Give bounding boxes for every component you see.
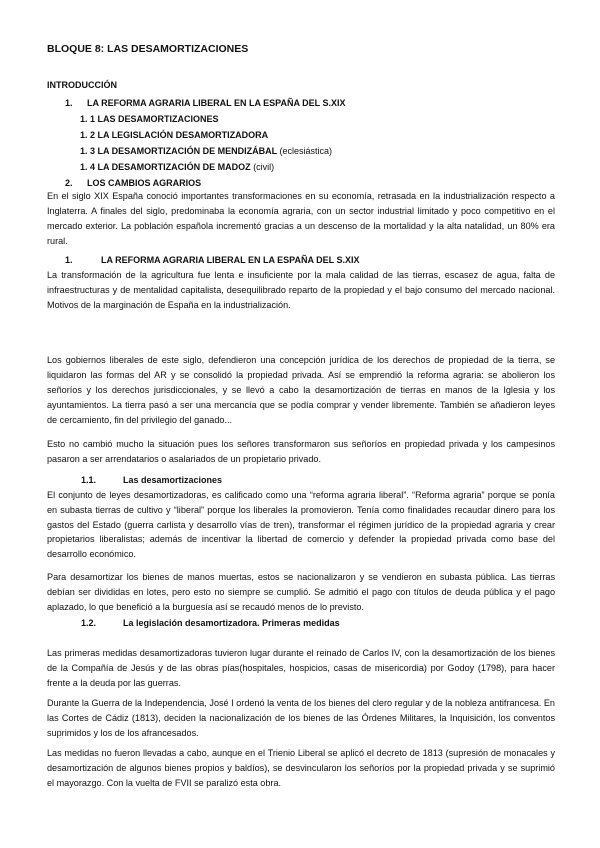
toc-subitem-suffix: (eclesiástica) [279, 146, 333, 156]
section-number: 1.2. [81, 618, 97, 628]
toc-subitem-suffix: (civil) [253, 162, 275, 172]
section-1-1-paragraph-2: Para desamortizar los bienes de manos muertas, estos se nacionalizaron y se vendieron en subasta pública. Las tierras debían ser divididas en lotes, pero esto no siempre se cumplió. Se admitió el pago con títulos de deuda pública y el pago aplazado, lo que benefició a la burguesía así se recaudó menos de lo previsto. [47, 572, 555, 612]
toc-subitem-label: 1. 2 LA LEGISLACIÓN DESAMORTIZADORA [80, 130, 269, 140]
section-1-heading [47, 255, 360, 265]
section-1-2-heading [47, 618, 340, 628]
toc-subitem-label: 1. 3 LA DESAMORTIZACIÓN DE MENDIZÁBAL [80, 146, 278, 156]
intro-label: INTRODUCCIÓN [47, 80, 117, 90]
table-of-contents [47, 95, 346, 191]
section-1-paragraph-3: Esto no cambió mucho la situación pues los señores transformaron sus señoríos en propiedad privada y los campesinos pasaron a ser arrendatarios o asalariados de un propietario privado. [47, 439, 555, 464]
section-1-1-paragraph-1: El conjunto de leyes desamortizadoras, es calificado como una “reforma agraria liberal”. “Reforma agraria” porque se ponía en subasta tierras de cultivo y “liberal” porque los liberales la promovieron. Tenía como finalidades recaudar dinero para los gastos del Estado (guerra carlista y desarrollo vías de tren), transformar el régimen jurídico de la propiedad agraria y crear propietarios liberalistas; además de incentivar la libertad de comercio y defender la propiedad privada como base del desarrollo económico. [47, 490, 555, 560]
toc-subitem-1-4 [47, 159, 346, 175]
toc-item-number: 2. [65, 178, 73, 188]
toc-subitem-1-1 [47, 111, 346, 127]
section-1-1-heading [47, 475, 222, 485]
section-1-2-paragraph-2: Durante la Guerra de la Independencia, José I ordenó la venta de los bienes del clero regular y de la nobleza antifrancesa. En las Cortes de Cádiz (1813), deciden la nacionalización de los bienes de las Órdenes Militares, la Inquisición, los conventos suprimidos y los de los afrancesados. [47, 698, 555, 738]
intro-paragraph: En el siglo XIX España conoció importantes transformaciones en su economía, retrasada en la industrialización respecto a Inglaterra. A finales del siglo, predominaba la economía agraria, con un sector industrial limitado y poco competitivo en el mercado exterior. La población española incrementó gracias a un descenso de la mortalidad y la alta natalidad, un 80% era rural. [47, 191, 555, 246]
toc-subitem-1-3 [47, 143, 346, 159]
section-1-2-paragraph-1: Las primeras medidas desamortizadoras tuvieron lugar durante el reinado de Carlos IV, con la desamortización de los bienes de la Compañía de Jesús y de las obras pías(hospitales, hospicios, casas de misericordia) por Godoy (1798), para hacer frente a la deuda por las guerras. [47, 648, 555, 688]
section-number: 1.1. [81, 475, 97, 485]
section-1-paragraph-1: La transformación de la agricultura fue lenta e insuficiente por la mala calidad de las tierras, escasez de agua, falta de infraestructuras y de mentalidad capitalista, desequilibrado reparto de la propiedad y el bajo consumo del mercado nacional. Motivos de la marginación de España en la industrialización. [47, 270, 555, 310]
toc-item-label: LOS CAMBIOS AGRARIOS [87, 178, 202, 188]
section-title: La legislación desamortizadora. Primeras medidas [123, 618, 340, 628]
section-title: Las desamortizaciones [123, 475, 223, 485]
toc-subitem-label: 1. 4 LA DESAMORTIZACIÓN DE MADOZ [80, 162, 251, 172]
section-1-paragraph-2: Los gobiernos liberales de este siglo, defendieron una concepción jurídica de los derechos de propiedad de la tierra, se liquidaron las formas del AR y se consolidó la propiedad privada. Así se emprendió la reforma agraria: se abolieron los señoríos y los derechos jurisdiccionales, y se llevó a cabo la desamortización de tierras en manos de la Iglesia y los ayuntamientos. La tierra pasó a ser una mercancía que se podía comprar y vender libremente. También se añadieron leyes de cercamiento, fin del privilegio del ganado... [47, 355, 555, 425]
document-title: BLOQUE 8: LAS DESAMORTIZACIONES [47, 43, 249, 55]
section-number: 1. [65, 255, 73, 265]
toc-subitem-label: 1. 1 LAS DESAMORTIZACIONES [80, 114, 219, 124]
toc-item-1 [47, 95, 346, 111]
toc-item-label: LA REFORMA AGRARIA LIBERAL EN LA ESPAÑA DEL S.XIX [87, 98, 346, 108]
section-title: LA REFORMA AGRARIA LIBERAL EN LA ESPAÑA DEL S.XIX [101, 255, 360, 265]
toc-subitem-1-2 [47, 127, 346, 143]
section-1-2-paragraph-3: Las medidas no fueron llevadas a cabo, aunque en el Trienio Liberal se aplicó el decreto de 1813 (supresión de monacales y desamortización de algunos bienes propios y baldíos), se desvincularon los señoríos por la propiedad privada y se suprimió el mayorazgo. Con la vuelta de FVII se paralizó esta obra. [47, 748, 555, 788]
toc-item-number: 1. [65, 98, 73, 108]
